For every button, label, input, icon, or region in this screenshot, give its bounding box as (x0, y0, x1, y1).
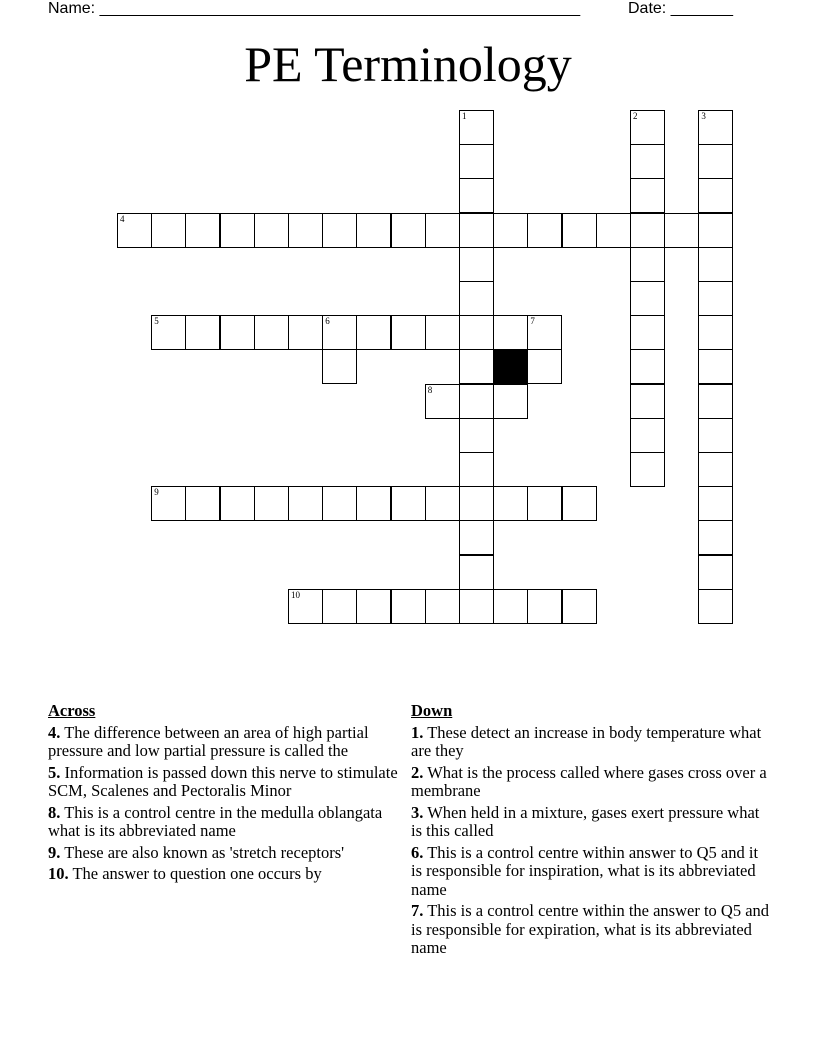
grid-cell[interactable] (288, 486, 323, 521)
grid-cell[interactable] (493, 213, 528, 248)
across-heading: Across (48, 701, 96, 720)
grid-cell[interactable] (391, 315, 426, 350)
clue-number: 2. (411, 762, 424, 782)
clue-text: What is the process called where gases cross over a membrane (411, 762, 767, 800)
grid-cell[interactable] (698, 555, 733, 590)
grid-cell[interactable] (698, 178, 733, 213)
grid-cell[interactable] (254, 486, 289, 521)
grid-cell[interactable] (698, 486, 733, 521)
grid-cell[interactable] (459, 418, 494, 453)
grid-cell[interactable] (356, 589, 391, 624)
grid-cell[interactable] (220, 213, 255, 248)
grid-cell[interactable] (459, 213, 494, 248)
grid-cell[interactable] (698, 281, 733, 316)
clue-text: Information is passed down this nerve to stimulate SCM, Scalenes and Pectoralis Minor (48, 762, 398, 800)
clue-number-label: 8 (427, 384, 433, 395)
grid-cell[interactable] (698, 315, 733, 350)
grid-cell[interactable] (459, 384, 494, 419)
grid-cell[interactable] (698, 213, 733, 248)
grid-cell[interactable] (322, 349, 357, 384)
grid-cell[interactable] (288, 213, 323, 248)
clue-number: 7. (411, 901, 424, 920)
clue-number: 5. (48, 762, 61, 782)
grid-cell[interactable] (459, 178, 494, 213)
grid-cell[interactable] (562, 589, 597, 624)
across-clue (48, 724, 400, 761)
grid-cell[interactable] (459, 555, 494, 590)
grid-cell[interactable] (459, 349, 494, 384)
grid-cell[interactable] (493, 486, 528, 521)
across-clue (48, 865, 400, 884)
grid-cell[interactable] (322, 589, 357, 624)
grid-cell[interactable] (562, 213, 597, 248)
grid-cell[interactable] (322, 213, 357, 248)
grid-cell[interactable] (630, 247, 665, 282)
grid-cell[interactable] (288, 315, 323, 350)
grid-cell[interactable] (254, 213, 289, 248)
grid-cell[interactable] (630, 110, 665, 145)
grid-cell[interactable] (459, 247, 494, 282)
across-clue (48, 804, 400, 841)
grid-cell[interactable] (527, 315, 562, 350)
grid-cell[interactable] (630, 452, 665, 487)
grid-cell[interactable] (493, 384, 528, 419)
grid-cell[interactable] (698, 247, 733, 282)
down-clue (411, 902, 771, 958)
grid-cell[interactable] (596, 213, 631, 248)
grid-cell[interactable] (493, 315, 528, 350)
grid-cell[interactable] (288, 589, 323, 624)
grid-cell[interactable] (698, 349, 733, 384)
clue-number-label: 7 (530, 316, 535, 327)
clue-text: This is a control centre within answer to Q5 and it is responsible for inspiration, what is its abbreviated name (411, 842, 759, 899)
grid-cell[interactable] (698, 110, 733, 145)
clue-text: These detect an increase in body temperature what are they (411, 722, 762, 760)
grid-cell[interactable] (391, 589, 426, 624)
grid-cell[interactable] (630, 213, 665, 248)
grid-cell[interactable] (459, 110, 494, 145)
grid-cell[interactable] (459, 315, 494, 350)
down-clue (411, 724, 771, 761)
grid-cell[interactable] (459, 144, 494, 179)
down-clue (411, 804, 771, 841)
grid-cell[interactable] (459, 520, 494, 555)
clue-number: 1. (411, 722, 424, 742)
date-field-label[interactable]: Date: _______ (628, 0, 733, 17)
grid-cell[interactable] (698, 144, 733, 179)
black-cell (493, 349, 528, 384)
grid-cell[interactable] (664, 213, 699, 248)
grid-cell[interactable] (630, 349, 665, 384)
grid-cell[interactable] (630, 384, 665, 419)
grid-cell[interactable] (630, 281, 665, 316)
grid-cell[interactable] (322, 486, 357, 521)
clue-number: 8. (48, 802, 61, 822)
clue-number: 3. (411, 802, 424, 822)
grid-cell[interactable] (698, 589, 733, 624)
clue-number-label: 5 (154, 316, 159, 327)
grid-cell[interactable] (425, 315, 460, 350)
grid-cell[interactable] (630, 144, 665, 179)
header (48, 0, 733, 18)
clue-number-label: 4 (120, 213, 125, 224)
grid-cell[interactable] (698, 384, 733, 419)
grid-cell[interactable] (562, 486, 597, 521)
clue-number-label: 3 (701, 111, 706, 121)
clue-number-label: 10 (291, 589, 300, 600)
grid-cell[interactable] (425, 589, 460, 624)
grid-cell[interactable] (425, 384, 460, 419)
grid-cell[interactable] (527, 486, 562, 521)
clue-number-label: 9 (154, 487, 159, 498)
grid-cell[interactable] (254, 315, 289, 350)
grid-cell[interactable] (459, 281, 494, 316)
grid-cell[interactable] (322, 315, 357, 350)
down-clues (411, 702, 771, 961)
clue-number: 6. (411, 842, 424, 862)
clue-number-label: 1 (462, 111, 467, 121)
grid-cell[interactable] (630, 315, 665, 350)
clue-text: This is a control centre in the medulla oblangata what is its abbreviated name (48, 802, 383, 840)
clue-number: 9. (48, 842, 61, 862)
grid-cell[interactable] (698, 520, 733, 555)
clue-number-label: 2 (633, 111, 638, 121)
clue-text: These are also known as 'stretch receptors' (64, 842, 345, 862)
grid-cell[interactable] (493, 589, 528, 624)
across-clues (48, 702, 400, 887)
grid-cell[interactable] (425, 213, 460, 248)
grid-cell[interactable] (356, 315, 391, 350)
grid-cell[interactable] (220, 315, 255, 350)
grid-cell[interactable] (698, 452, 733, 487)
grid-cell[interactable] (459, 486, 494, 521)
grid-cell[interactable] (220, 486, 255, 521)
clue-text: The answer to question one occurs by (72, 864, 322, 883)
grid-cell[interactable] (151, 315, 186, 350)
clue-number: 4. (48, 722, 61, 742)
grid-cell[interactable] (117, 213, 152, 248)
grid-cell[interactable] (527, 589, 562, 624)
grid-cell[interactable] (185, 213, 220, 248)
across-clue (48, 844, 400, 863)
grid-cell[interactable] (391, 213, 426, 248)
grid-cell[interactable] (527, 213, 562, 248)
clue-number-label: 6 (325, 316, 330, 327)
clue-text: When held in a mixture, gases exert pressure what is this called (411, 802, 760, 840)
grid-cell[interactable] (459, 452, 494, 487)
grid-cell[interactable] (630, 178, 665, 213)
down-clue (411, 844, 771, 900)
grid-cell[interactable] (151, 486, 186, 521)
grid-cell[interactable] (356, 486, 391, 521)
grid-cell[interactable] (527, 349, 562, 384)
clue-number: 10. (48, 864, 69, 883)
grid-cell[interactable] (356, 213, 391, 248)
clue-text: This is a control centre within the answer to Q5 and is responsible for expiration, what is its abbreviated name (411, 901, 770, 957)
grid-cell[interactable] (459, 589, 494, 624)
down-clue (411, 764, 771, 801)
grid-cell[interactable] (185, 486, 220, 521)
across-clue (48, 764, 400, 801)
page-title: PE Terminology (244, 36, 572, 92)
grid-cell[interactable] (185, 315, 220, 350)
clue-text: The difference between an area of high partial pressure and low partial pressure is called the (48, 722, 369, 760)
grid-cell[interactable] (698, 418, 733, 453)
grid-cell[interactable] (630, 418, 665, 453)
name-field-label[interactable]: Name: ______________________________________________________ (48, 0, 581, 17)
grid-cell[interactable] (425, 486, 460, 521)
grid-cell[interactable] (151, 213, 186, 248)
down-heading: Down (411, 701, 453, 720)
grid-cell[interactable] (391, 486, 426, 521)
